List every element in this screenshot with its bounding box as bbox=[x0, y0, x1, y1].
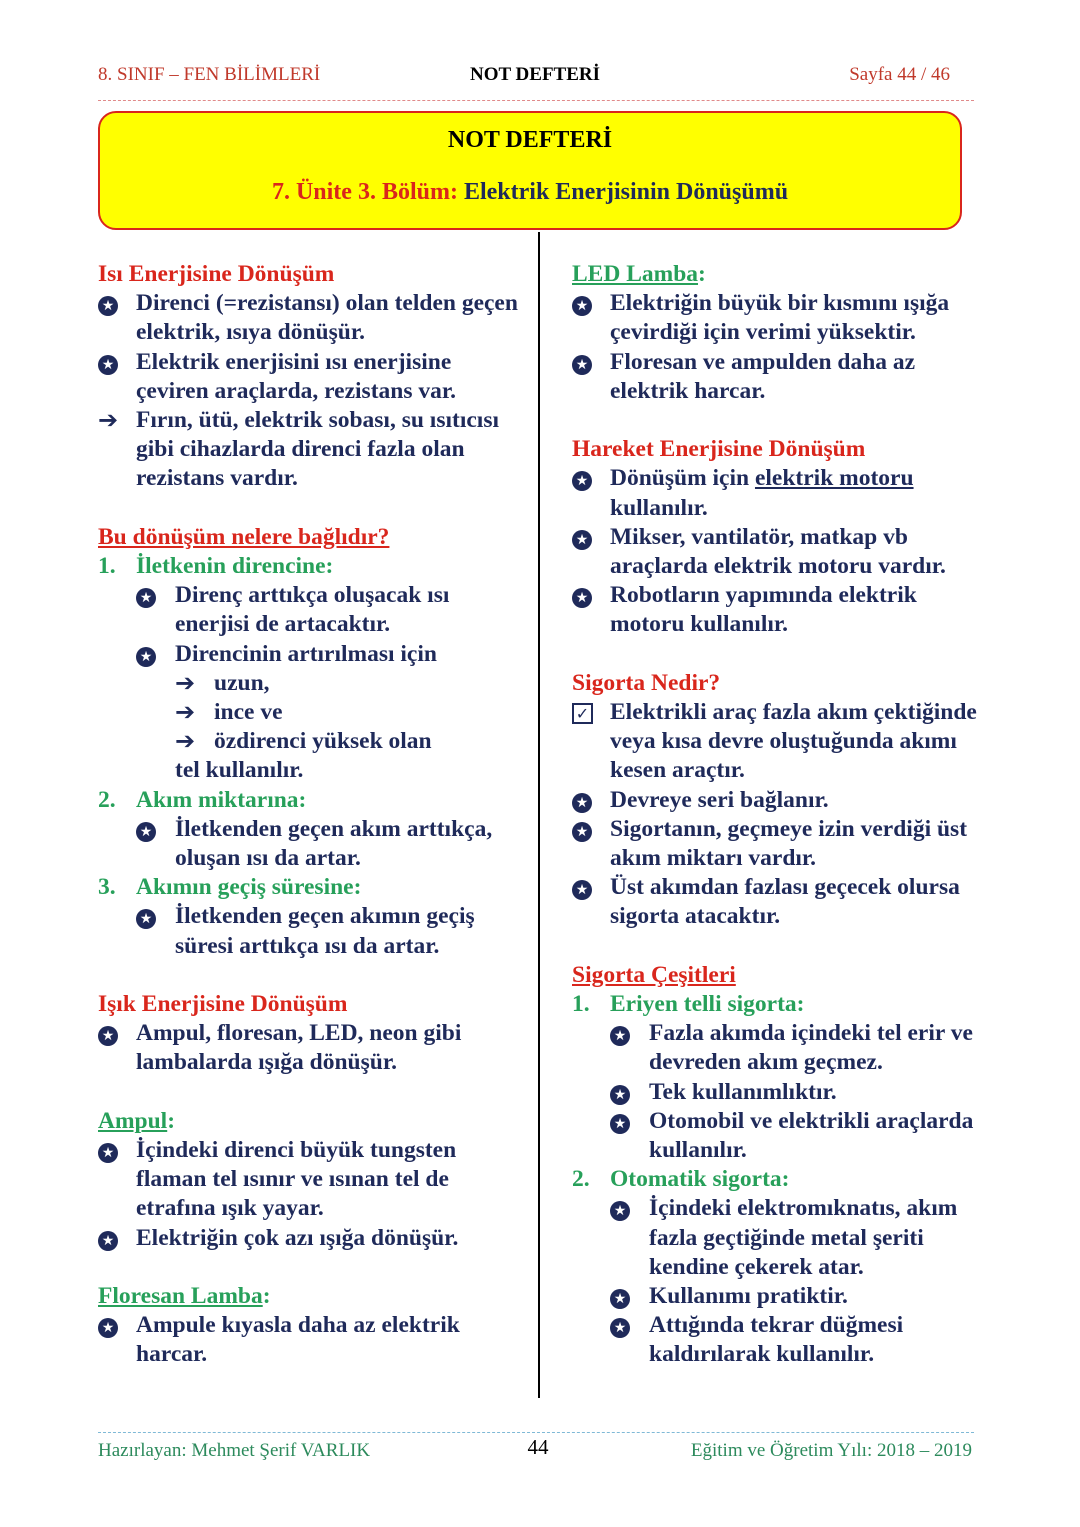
star-bullet-icon: ★ bbox=[610, 1085, 630, 1105]
star-bullet-icon: ★ bbox=[572, 296, 592, 316]
checkbox-icon: ✓ bbox=[572, 703, 593, 724]
star-bullet-icon: ★ bbox=[98, 1318, 118, 1338]
list-item: ➔ uzun, bbox=[175, 668, 270, 697]
title-line: NOT DEFTERİ bbox=[447, 127, 613, 153]
star-bullet-icon: ★ bbox=[136, 647, 156, 667]
bulb-heading: Ampul: bbox=[98, 1107, 176, 1134]
list-item: ★ İçindeki direnci büyük tungsten flaman tel ısınır ve ısınan tel de etrafına ışık yayar. bbox=[98, 1136, 528, 1224]
star-bullet-icon: ★ bbox=[136, 588, 156, 608]
arrow-right-icon: ➔ bbox=[175, 727, 196, 756]
list-item: ★ Direnci (=rezistansı) olan telden geçen elektrik, ısıya dönüşür. bbox=[98, 289, 528, 347]
list-item: ✓ Elektrikli araç fazla akım çektiğinde veya kısa devre oluştuğunda akımı kesen araçtır. bbox=[572, 698, 992, 786]
list-item: ★ İletkenden geçen akımın geçiş süresi arttıkça ısı da artar. bbox=[98, 902, 528, 960]
list-item: ★ Tek kullanımlıktır. bbox=[572, 1078, 992, 1107]
list-item: ★ Elektriğin büyük bir kısmını ışığa çevirdiği için verimi yüksektir. bbox=[572, 289, 992, 347]
list-item: ➔ Fırın, ütü, elektrik sobası, su ısıtıcısı gibi cihazlarda direnci fazla olan rezistans vardır. bbox=[98, 406, 499, 492]
fuse-heading: Sigorta Nedir? bbox=[572, 669, 721, 696]
heat-heading: Isı Enerjisine Dönüşüm bbox=[98, 261, 335, 287]
light-heading: Işık Enerjisine Dönüşüm bbox=[98, 991, 348, 1018]
title-box bbox=[98, 111, 962, 230]
header-page: Sayfa 44 / 46 bbox=[849, 64, 950, 85]
star-bullet-icon: ★ bbox=[572, 793, 592, 813]
list-item: ★ Ampul, floresan, LED, neon gibi lambalarda ışığa dönüşür. bbox=[98, 1019, 528, 1077]
footer-year: Eğitim ve Öğretim Yılı: 2018 – 2019 bbox=[690, 1440, 972, 1461]
list-item: ★ Ampule kıyasla daha az elektrik harcar. bbox=[98, 1311, 528, 1369]
numbered-item: 1. Eriyen telli sigorta: bbox=[572, 991, 805, 1018]
arrow-right-icon: ➔ bbox=[175, 698, 196, 727]
list-item: ★ Dönüşüm için elektrik motoru kullanılır. bbox=[572, 464, 992, 522]
star-bullet-icon: ★ bbox=[610, 1026, 630, 1046]
numbered-item: 3. Akımın geçiş süresine: bbox=[98, 874, 362, 901]
arrow-right-icon: ➔ bbox=[98, 406, 119, 435]
list-item: ★ Direncinin artırılması için bbox=[98, 640, 528, 669]
led-heading: LED Lamba: bbox=[572, 261, 706, 287]
star-bullet-icon: ★ bbox=[572, 530, 592, 550]
fuse-types-heading: Sigorta Çeşitleri bbox=[572, 961, 736, 988]
motion-heading: Hareket Enerjisine Dönüşüm bbox=[572, 436, 866, 463]
star-bullet-icon: ★ bbox=[610, 1114, 630, 1134]
list-item: ★ Elektrik enerjisini ısı enerjisine çeviren araçlarda, rezistans var. bbox=[98, 348, 528, 406]
star-bullet-icon: ★ bbox=[572, 822, 592, 842]
list-item: ★ Fazla akımda içindeki tel erir ve devreden akım geçmez. bbox=[572, 1019, 992, 1077]
list-item: ★ İletkenden geçen akım arttıkça, oluşan ısı da artar. bbox=[98, 815, 528, 873]
electric-motor-term: elektrik motoru bbox=[754, 465, 914, 492]
depends-heading: Bu dönüşüm nelere bağlıdır? bbox=[98, 523, 390, 550]
list-item: ★ Otomobil ve elektrikli araçlarda kullanılır. bbox=[572, 1107, 992, 1165]
unit-name: Elektrik Enerjisinin Dönüşümü bbox=[463, 179, 789, 205]
header-title: NOT DEFTERİ bbox=[469, 64, 601, 85]
page-header bbox=[98, 64, 972, 92]
left-column bbox=[98, 260, 528, 1370]
star-bullet-icon: ★ bbox=[136, 909, 156, 929]
header-divider bbox=[98, 100, 974, 101]
numbered-item: 2. Otomatik sigorta: bbox=[572, 1166, 790, 1193]
list-item: ➔ ince ve bbox=[175, 698, 283, 727]
star-bullet-icon: ★ bbox=[610, 1318, 630, 1338]
list-item: ★ Robotların yapımında elektrik motoru kullanılır. bbox=[572, 581, 992, 639]
list-item: ★ Üst akımdan fazlası geçecek olursa sigorta atacaktır. bbox=[572, 873, 992, 931]
list-item: ★ Attığında tekrar düğmesi kaldırılarak kullanılır. bbox=[572, 1311, 992, 1369]
star-bullet-icon: ★ bbox=[136, 822, 156, 842]
star-bullet-icon: ★ bbox=[572, 471, 592, 491]
unit-label: 7. Ünite 3. Bölüm: bbox=[271, 179, 458, 205]
unit-title bbox=[100, 179, 960, 206]
star-bullet-icon: ★ bbox=[572, 355, 592, 375]
star-bullet-icon: ★ bbox=[98, 1231, 118, 1251]
star-bullet-icon: ★ bbox=[98, 1143, 118, 1163]
list-item: ★ İçindeki elektromıknatıs, akım fazla geçtiğinde metal şeriti kendine çekerek atar. bbox=[572, 1194, 992, 1282]
list-item: ★ Mikser, vantilatör, matkap vb araçlarda elektrik motoru vardır. bbox=[572, 523, 992, 581]
list-item-continuation: tel kullanılır. bbox=[175, 757, 304, 784]
star-bullet-icon: ★ bbox=[610, 1201, 630, 1221]
star-bullet-icon: ★ bbox=[572, 880, 592, 900]
header-subject: 8. SINIF – FEN BİLİMLERİ bbox=[98, 64, 321, 85]
list-item: ★ Devreye seri bağlanır. bbox=[572, 786, 992, 815]
list-item: ★ Elektriğin çok azı ışığa dönüşür. bbox=[98, 1224, 528, 1253]
list-item: ★ Direnç arttıkça oluşacak ısı enerjisi de artacaktır. bbox=[98, 581, 528, 639]
arrow-right-icon: ➔ bbox=[175, 668, 196, 697]
list-item: ➔ özdirenci yüksek olan bbox=[175, 727, 432, 756]
page-number: 44 bbox=[527, 1435, 549, 1459]
footer-author: Hazırlayan: Mehmet Şerif VARLIK bbox=[98, 1440, 371, 1461]
star-bullet-icon: ★ bbox=[98, 296, 118, 316]
star-bullet-icon: ★ bbox=[572, 588, 592, 608]
list-item: ★ Sigortanın, geçmeye izin verdiği üst akım miktarı vardır. bbox=[572, 815, 992, 873]
numbered-item: 2. Akım miktarına: bbox=[98, 786, 307, 813]
numbered-item: 1. İletkenin direncine: bbox=[98, 553, 334, 580]
footer-divider bbox=[98, 1432, 974, 1433]
list-item: ★ Floresan ve ampulden daha az elektrik harcar. bbox=[572, 348, 992, 406]
star-bullet-icon: ★ bbox=[610, 1289, 630, 1309]
star-bullet-icon: ★ bbox=[98, 1026, 118, 1046]
list-item: ★ Kullanımı pratiktir. bbox=[572, 1282, 992, 1311]
column-divider bbox=[538, 232, 540, 1398]
right-column bbox=[572, 260, 992, 1370]
star-bullet-icon: ★ bbox=[98, 355, 118, 375]
fluorescent-heading: Floresan Lamba: bbox=[98, 1283, 271, 1310]
